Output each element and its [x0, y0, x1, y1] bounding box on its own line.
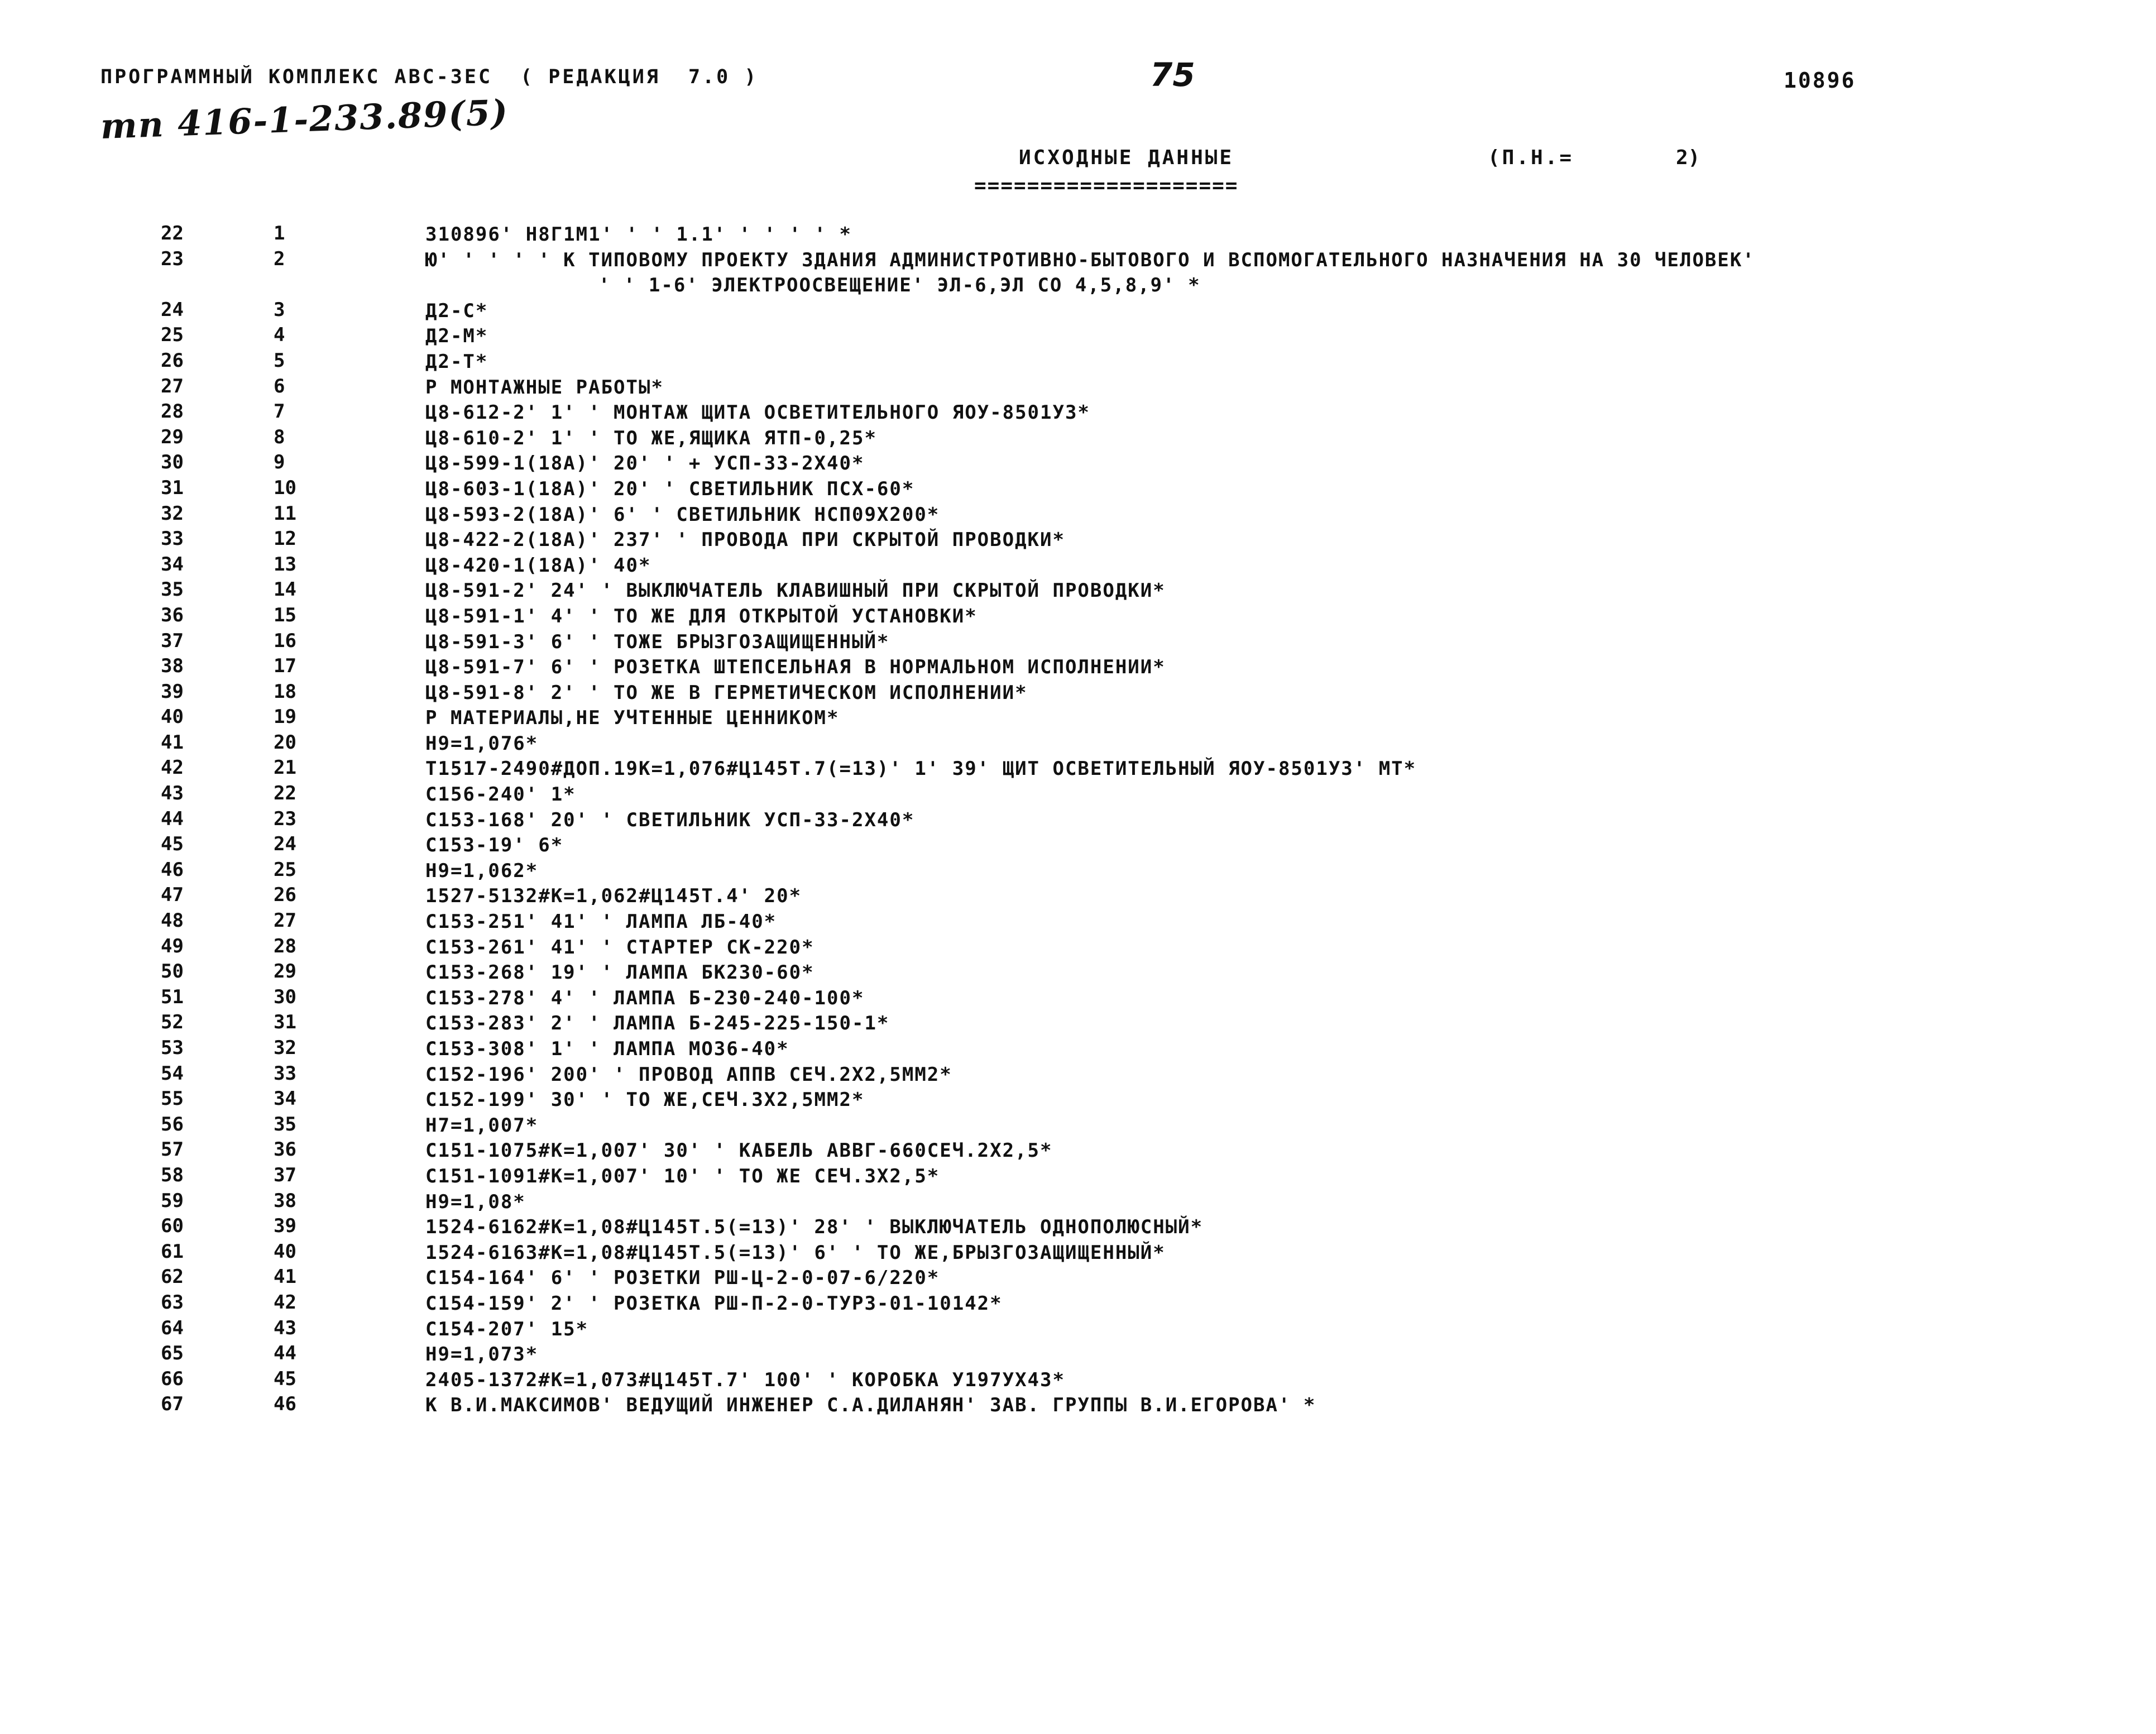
line-number: 44 [161, 807, 184, 830]
line-number: 54 [161, 1062, 184, 1085]
record-text-line: Т1517-2490#ДОП.19К=1,076#Ц145Т.7(=13)' 1' 39' ЩИТ ОСВЕТИТЕЛЬНЫЙ ЯОУ-8501У3' МТ* [425, 758, 1417, 780]
record-text-line: 1524-6162#К=1,08#Ц145Т.5(=13)' 28' ' ВЫКЛЮЧАТЕЛЬ ОДНОПОЛЮСНЫЙ* [425, 1216, 1204, 1239]
record-text [425, 1190, 526, 1215]
record-text [425, 731, 538, 757]
record-text-line: Ц8-420-1(18А)' 40* [425, 554, 651, 577]
line-number: 39 [161, 680, 184, 703]
sequence-number: 38 [274, 1189, 296, 1212]
line-number: 23 [161, 247, 184, 270]
sequence-number: 39 [274, 1215, 296, 1238]
sequence-number: 24 [274, 833, 296, 856]
record-text [425, 1317, 588, 1343]
sequence-number: 25 [274, 858, 296, 881]
line-number: 62 [161, 1266, 184, 1288]
sequence-number: 13 [274, 553, 296, 576]
record-text [425, 477, 914, 502]
sequence-number: 29 [274, 960, 296, 983]
listing-row [0, 986, 2156, 1012]
listing-row [0, 756, 2156, 782]
section-title: ИСХОДНЫЕ ДАННЫЕ [1019, 146, 1234, 169]
line-number: 31 [161, 476, 184, 499]
record-text-line: Ц8-612-2' 1' ' МОНТАЖ ЩИТА ОСВЕТИТЕЛЬНОГО ЯОУ-8501У3* [425, 401, 1090, 424]
data-listing [0, 222, 2156, 1419]
sequence-number: 20 [274, 731, 296, 754]
listing-row [0, 324, 2156, 349]
line-number: 59 [161, 1189, 184, 1212]
record-text-line: Ю' ' ' ' ' К ТИПОВОМУ ПРОЕКТУ ЗДАНИЯ АДМИНИСТРОТИВНО-БЫТОВОГО И ВСПОМОГАТЕЛЬНОГО НАЗНАЧЕНИЯ НА 30 ЧЕЛОВЕК' [425, 248, 1755, 271]
record-text [425, 1088, 864, 1113]
record-text [425, 706, 840, 731]
sequence-number: 42 [274, 1291, 296, 1314]
listing-row [0, 1266, 2156, 1291]
document-id: 10896 [1784, 68, 1856, 93]
sequence-number: 23 [274, 807, 296, 830]
line-number: 34 [161, 553, 184, 576]
sequence-number: 27 [274, 909, 296, 932]
record-text [425, 426, 877, 452]
record-text-line: Д2-Т* [425, 350, 488, 373]
listing-row [0, 1368, 2156, 1393]
sequence-number: 26 [274, 884, 296, 907]
listing-row [0, 248, 2156, 299]
listing-row [0, 578, 2156, 604]
listing-row [0, 1190, 2156, 1215]
listing-row [0, 553, 2156, 579]
record-text [425, 782, 576, 808]
record-text [425, 222, 852, 248]
sequence-number: 5 [274, 349, 285, 372]
line-number: 58 [161, 1163, 184, 1186]
sequence-number: 3 [274, 298, 285, 321]
listing-row [0, 349, 2156, 375]
record-text-line: С153-308' 1' ' ЛАМПА МО36-40* [425, 1038, 789, 1060]
sequence-number: 17 [274, 655, 296, 678]
record-text [425, 528, 1065, 553]
record-text [425, 1368, 1065, 1393]
listing-row [0, 1164, 2156, 1190]
page-param-label: (П.Н.= [1488, 146, 1574, 169]
record-text-line: Н9=1,073* [425, 1343, 539, 1366]
listing-row [0, 1088, 2156, 1113]
line-number: 61 [161, 1240, 184, 1263]
record-text [425, 833, 563, 859]
listing-row [0, 1011, 2156, 1037]
listing-row [0, 1138, 2156, 1164]
sequence-number: 9 [274, 451, 285, 474]
record-text [425, 808, 914, 834]
listing-row [0, 451, 2156, 477]
record-text-line: С154-164' 6' ' РОЗЕТКИ РШ-Ц-2-0-07-6/220* [425, 1267, 940, 1290]
record-text-line: Н9=1,08* [425, 1190, 526, 1213]
line-number: 49 [161, 935, 184, 957]
sequence-number: 31 [274, 1011, 296, 1034]
record-text [425, 960, 815, 986]
record-text [425, 349, 488, 375]
record-text-continuation: ' ' 1-6' ЭЛЕКТРООСВЕЩЕНИЕ' ЭЛ-6,ЭЛ СО 4,5,8,9' * [598, 274, 1201, 297]
listing-row [0, 1062, 2156, 1088]
sequence-number: 35 [274, 1113, 296, 1136]
sequence-number: 28 [274, 935, 296, 957]
record-text-line: С154-159' 2' ' РОЗЕТКА РШ-П-2-0-ТУР3-01-10142* [425, 1292, 1003, 1315]
record-text [425, 1215, 1203, 1240]
sequence-number: 46 [274, 1393, 296, 1416]
listing-row [0, 655, 2156, 681]
handwritten-project-code: тп 416-1-233.89(5) [99, 92, 510, 147]
sequence-number: 14 [274, 578, 296, 601]
record-text-line: Ц8-610-2' 1' ' ТО ЖЕ,ЯЩИКА ЯТП-0,25* [425, 427, 877, 449]
line-number: 29 [161, 425, 184, 448]
record-text [425, 604, 978, 630]
sequence-number: 40 [274, 1240, 296, 1263]
section-title-underline: ==================== [974, 174, 1239, 197]
record-text-line: С154-207' 15* [425, 1318, 589, 1340]
listing-row [0, 808, 2156, 834]
record-text [425, 400, 1090, 426]
record-text-line: С153-261' 41' ' СТАРТЕР СК-220* [425, 936, 815, 959]
record-text-line: С153-268' 19' ' ЛАМПА БК230-60* [425, 961, 815, 984]
sequence-number: 44 [274, 1342, 296, 1365]
record-text-line: Р МОНТАЖНЫЕ РАБОТЫ* [425, 376, 664, 399]
listing-row [0, 884, 2156, 909]
record-text-line: 1527-5132#К=1,062#Ц145Т.4' 20* [425, 885, 802, 908]
sequence-number: 30 [274, 985, 296, 1008]
page-param-value: 2) [1676, 146, 1700, 169]
record-text-line: Ц8-593-2(18А)' 6' ' СВЕТИЛЬНИК НСП09Х200* [425, 503, 940, 526]
record-text [425, 1393, 1316, 1419]
line-number: 45 [161, 833, 184, 856]
record-text-line: Ц8-422-2(18А)' 237' ' ПРОВОДА ПРИ СКРЫТОЙ ПРОВОДКИ* [425, 529, 1065, 552]
line-number: 56 [161, 1113, 184, 1136]
line-number: 52 [161, 1011, 184, 1034]
listing-row [0, 375, 2156, 401]
record-text [425, 324, 488, 349]
line-number: 37 [161, 629, 184, 652]
sequence-number: 21 [274, 756, 296, 779]
sequence-number: 36 [274, 1138, 296, 1161]
line-number: 32 [161, 502, 184, 525]
line-number: 50 [161, 960, 184, 983]
listing-row [0, 706, 2156, 731]
record-text-line: 1524-6163#К=1,08#Ц145Т.5(=13)' 6' ' ТО ЖЕ,БРЫЗГОЗАЩИЩЕННЫЙ* [425, 1241, 1166, 1264]
listing-row [0, 1342, 2156, 1368]
record-text [425, 1037, 789, 1062]
record-text-line: С153-251' 41' ' ЛАМПА ЛБ-40* [425, 911, 777, 933]
record-text [425, 655, 1166, 681]
record-text [425, 909, 777, 935]
listing-row [0, 782, 2156, 808]
sequence-number: 45 [274, 1367, 296, 1390]
sequence-number: 22 [274, 782, 296, 805]
line-number: 33 [161, 528, 184, 550]
listing-row [0, 426, 2156, 452]
record-text-line: Ц8-603-1(18А)' 20' ' СВЕТИЛЬНИК ПСХ-60* [425, 477, 915, 500]
record-text [425, 986, 864, 1012]
line-number: 63 [161, 1291, 184, 1314]
line-number: 57 [161, 1138, 184, 1161]
record-text [425, 935, 815, 961]
line-number: 40 [161, 706, 184, 729]
listing-row [0, 1215, 2156, 1240]
record-text [425, 375, 664, 401]
listing-row [0, 1037, 2156, 1062]
listing-row [0, 833, 2156, 859]
sequence-number: 34 [274, 1088, 296, 1110]
record-text-line: С152-196' 200' ' ПРОВОД АППВ СЕЧ.2Х2,5ММ2* [425, 1063, 952, 1086]
record-text-line: Н9=1,062* [425, 859, 539, 882]
listing-row [0, 960, 2156, 986]
line-number: 43 [161, 782, 184, 805]
record-text [425, 578, 1166, 604]
sequence-number: 16 [274, 629, 296, 652]
listing-row [0, 528, 2156, 553]
listing-row [0, 1291, 2156, 1317]
listing-row [0, 909, 2156, 935]
record-text-line: Ц8-591-8' 2' ' ТО ЖЕ В ГЕРМЕТИЧЕСКОМ ИСПОЛНЕНИИ* [425, 681, 1028, 704]
line-number: 25 [161, 324, 184, 347]
record-text-line: Д2-С* [425, 299, 488, 322]
record-text-line: С153-19' 6* [425, 834, 564, 857]
line-number: 53 [161, 1037, 184, 1059]
record-text-line: С152-199' 30' ' ТО ЖЕ,СЕЧ.3Х2,5ММ2* [425, 1089, 865, 1112]
record-text [425, 681, 1028, 706]
record-text-line: С156-240' 1* [425, 783, 576, 806]
listing-row [0, 299, 2156, 324]
record-text [425, 1113, 538, 1139]
sequence-number: 10 [274, 476, 296, 499]
record-text [425, 859, 538, 884]
sequence-number: 33 [274, 1062, 296, 1085]
line-number: 30 [161, 451, 184, 474]
listing-row [0, 859, 2156, 884]
program-title: ПРОГРАММНЫЙ КОМПЛЕКС АВС-3ЕС ( РЕДАКЦИЯ 7.0 ) [100, 66, 759, 88]
line-number: 28 [161, 400, 184, 423]
record-text [425, 502, 940, 528]
record-text [425, 1164, 940, 1190]
line-number: 24 [161, 298, 184, 321]
line-number: 46 [161, 858, 184, 881]
record-text-line: Ц8-591-3' 6' ' ТОЖЕ БРЫЗГОЗАЩИЩЕННЫЙ* [425, 630, 890, 653]
listing-row [0, 1240, 2156, 1266]
sequence-number: 1 [274, 222, 285, 245]
line-number: 66 [161, 1367, 184, 1390]
sequence-number: 4 [274, 324, 285, 347]
record-text-line: Н9=1,076* [425, 732, 539, 755]
line-number: 67 [161, 1393, 184, 1416]
listing-row [0, 681, 2156, 706]
line-number: 51 [161, 985, 184, 1008]
line-number: 48 [161, 909, 184, 932]
record-text [425, 1291, 1003, 1317]
listing-row [0, 630, 2156, 655]
sequence-number: 43 [274, 1316, 296, 1339]
record-text-line: К В.И.МАКСИМОВ' ВЕДУЩИЙ ИНЖЕНЕР С.А.ДИЛАНЯН' ЗАВ. ГРУППЫ В.И.ЕГОРОВА' * [425, 1394, 1316, 1417]
record-text [425, 630, 889, 655]
sequence-number: 8 [274, 425, 285, 448]
listing-row [0, 400, 2156, 426]
listing-row [0, 1317, 2156, 1343]
line-number: 35 [161, 578, 184, 601]
record-text [425, 1011, 889, 1037]
record-text [425, 553, 651, 579]
record-text [425, 1062, 952, 1088]
listing-row [0, 1393, 2156, 1419]
sequence-number: 11 [274, 502, 296, 525]
record-text-line: 2405-1372#К=1,073#Ц145Т.7' 100' ' КОРОБКА У197УХ43* [425, 1368, 1065, 1391]
sequence-number: 32 [274, 1037, 296, 1059]
listing-row [0, 1113, 2156, 1139]
record-text [425, 1138, 1053, 1164]
line-number: 26 [161, 349, 184, 372]
listing-row [0, 731, 2156, 757]
record-text [425, 1240, 1166, 1266]
sequence-number: 19 [274, 706, 296, 729]
listing-row [0, 477, 2156, 502]
line-number: 38 [161, 655, 184, 678]
line-number: 60 [161, 1215, 184, 1238]
record-text [425, 884, 802, 909]
record-text [425, 451, 864, 477]
record-text-line: Ц8-599-1(18А)' 20' ' + УСП-33-2Х40* [425, 452, 865, 475]
line-number: 27 [161, 375, 184, 397]
line-number: 64 [161, 1316, 184, 1339]
listing-row [0, 604, 2156, 630]
record-text-line: С153-283' 2' ' ЛАМПА Б-245-225-150-1* [425, 1012, 890, 1035]
record-text-line: Ц8-591-1' 4' ' ТО ЖЕ ДЛЯ ОТКРЫТОЙ УСТАНОВКИ* [425, 605, 978, 628]
record-text-line: С151-1091#К=1,007' 10' ' ТО ЖЕ СЕЧ.3Х2,5* [425, 1165, 940, 1187]
record-text-line: Ц8-591-7' 6' ' РОЗЕТКА ШТЕПСЕЛЬНАЯ В НОРМАЛЬНОМ ИСПОЛНЕНИИ* [425, 656, 1166, 679]
line-number: 22 [161, 222, 184, 245]
line-number: 42 [161, 756, 184, 779]
line-number: 55 [161, 1088, 184, 1110]
record-text [425, 299, 488, 324]
record-text [425, 1266, 940, 1291]
record-text-line: 310896' Н8Г1М1' ' ' 1.1' ' ' ' ' * [425, 223, 852, 246]
line-number: 41 [161, 731, 184, 754]
record-text-line: С153-278' 4' ' ЛАМПА Б-230-240-100* [425, 986, 865, 1009]
sequence-number: 41 [274, 1266, 296, 1288]
record-text-line: С153-168' 20' ' СВЕТИЛЬНИК УСП-33-2Х40* [425, 808, 915, 831]
record-text-line: Н7=1,007* [425, 1114, 539, 1137]
sequence-number: 7 [274, 400, 285, 423]
sequence-number: 12 [274, 528, 296, 550]
listing-row [0, 502, 2156, 528]
listing-row [0, 935, 2156, 961]
sequence-number: 2 [274, 247, 285, 270]
record-text-line: Ц8-591-2' 24' ' ВЫКЛЮЧАТЕЛЬ КЛАВИШНЫЙ ПРИ СКРЫТОЙ ПРОВОДКИ* [425, 579, 1166, 602]
record-text-line: С151-1075#К=1,007' 30' ' КАБЕЛЬ АВВГ-660СЕЧ.2Х2,5* [425, 1139, 1053, 1162]
listing-row [0, 222, 2156, 248]
page-number: 75 [1150, 56, 1195, 94]
sequence-number: 6 [274, 375, 285, 397]
record-text [425, 248, 1755, 299]
line-number: 65 [161, 1342, 184, 1365]
sequence-number: 18 [274, 680, 296, 703]
record-text [425, 756, 1416, 782]
record-text-line: Д2-М* [425, 325, 488, 348]
sequence-number: 15 [274, 603, 296, 626]
record-text [425, 1342, 538, 1368]
record-text-line: Р МАТЕРИАЛЫ,НЕ УЧТЕННЫЕ ЦЕННИКОМ* [425, 707, 840, 730]
line-number: 47 [161, 884, 184, 907]
sequence-number: 37 [274, 1163, 296, 1186]
line-number: 36 [161, 603, 184, 626]
